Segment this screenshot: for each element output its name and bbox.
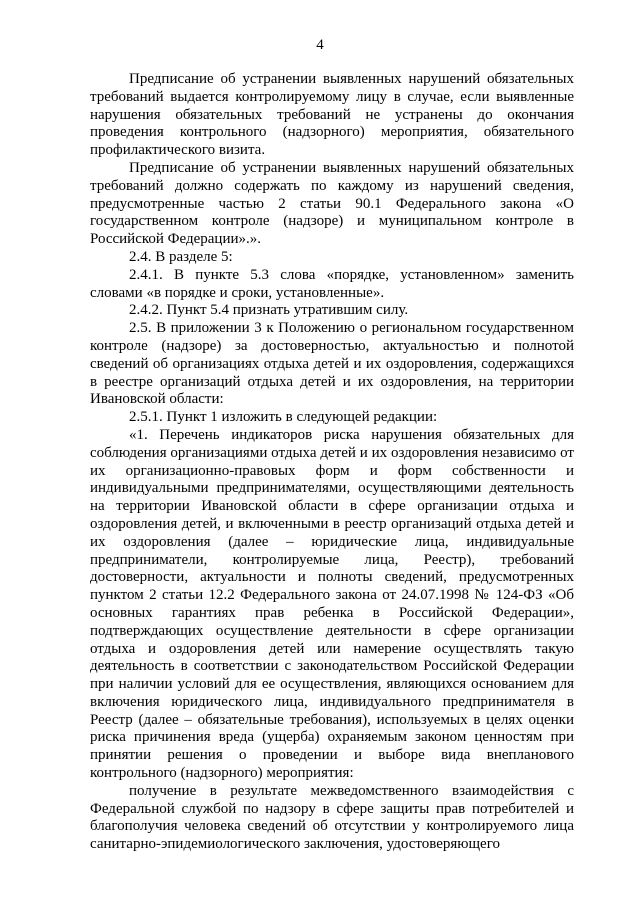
paragraph: 2.5. В приложении 3 к Положению о региональном государственном контроле (надзоре) за достоверностью, актуальностью и полнотой сведений об организациях отдыха детей и их оздоровления, содержащихся в реестре организаций отдыха детей и их оздоровления, на территории Ивановской области: — [90, 320, 574, 408]
paragraph: 2.5.1. Пункт 1 изложить в следующей редакции: — [129, 409, 438, 426]
paragraph: Предписание об устранении выявленных нарушений обязательных требований выдается контролируемому лицу в случае, если выявленные нарушения обязательных требований не устранены до окончания проведения контрольного (надзорного) мероприятия, обязательного профилактического визита. — [90, 71, 574, 159]
paragraph: «1. Перечень индикаторов риска нарушения обязательных для соблюдения организациями отдыха детей и их оздоровления независимо от их организационно-правовых форм и форм собственности и индивидуальными предпринимателями, осуществляющими деятельность на территории Ивановской области в сфере организации отдыха и оздоровления детей, и включенными в реестр организаций отдыха детей и их оздоровления (далее – юридические лица, индивидуальные предприниматели, контролируемые лица, Реестр), требований достоверности, актуальности и полноты сведений, предусмотренных пунктом 2 статьи 12.2 Федерального закона от 24.07.1998 № 124-ФЗ «Об основных гарантиях прав ребенка в Российской Федерации», подтверждающих осуществление деятельности в сфере организации отдыха и оздоровления детей или намерение осуществлять такую деятельность в соответствии с законодательством Российской Федерации при наличии условий для ее осуществления, являющихся основанием для включения юридического лица, индивидуального предпринимателя в Реестр (далее – обязательные требования), используемых в целях оценки риска причинения вреда (ущерба) охраняемым законом ценностям при принятии решения о проведении и выборе вида внепланового контрольного (надзорного) мероприятия: — [90, 426, 574, 782]
paragraph: 2.4. В разделе 5: — [129, 248, 233, 265]
paragraph: Предписание об устранении выявленных нарушений обязательных требований должно содержать по каждому из нарушений сведения, предусмотренные частью 2 статьи 90.1 Федерального закона «О государственном контроле (надзоре) и муниципальном контроле в Российской Федерации».». — [90, 159, 574, 248]
page-number: 4 — [316, 37, 324, 53]
paragraph: 2.4.2. Пункт 5.4 признать утратившим силу. — [129, 302, 409, 319]
paragraph: 2.4.1. В пункте 5.3 слова «порядке, установленном» заменить словами «в порядке и сроки, установленные». — [90, 266, 574, 301]
paragraph: получение в результате межведомственного взаимодействия с Федеральной службой по надзору в сфере защиты прав потребителей и благополучия человека сведений об отсутствии у контролируемого лица санитарно-эпидемиологического заключения, удостоверяющего — [90, 782, 574, 853]
document-body — [90, 71, 574, 854]
